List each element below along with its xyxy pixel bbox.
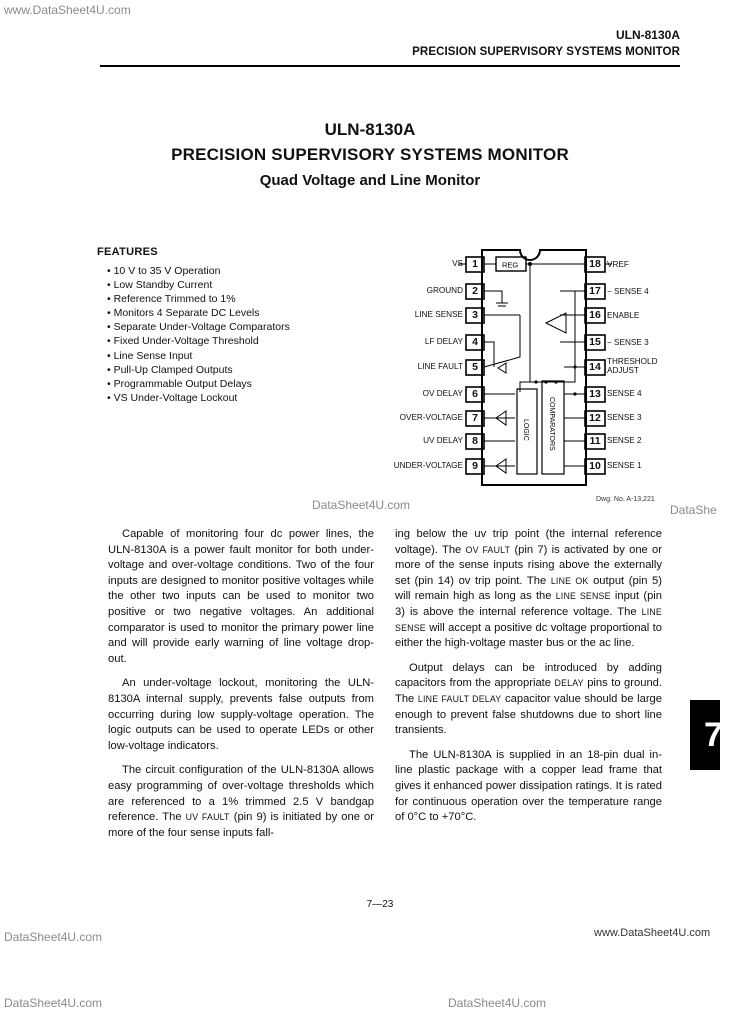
feature-item: • Monitors 4 Separate DC Levels (107, 306, 290, 320)
paragraph: The circuit configuration of the ULN-8130A allows easy programming of over-voltage thresholds which are referenced to a 1% trimmed 2.5 V bandgap reference. The UV FAULT (pin 9) is initiated by one or more of the four sense inputs fall- (108, 764, 374, 839)
paragraph: An under-voltage lockout, monitoring the ULN-8130A internal supply, prevents false outputs from occurring during low supply-voltage operation. The logic outputs can be used to operate LEDs or other low-voltage indicators. (108, 677, 374, 752)
pin-label-left: OVER-VOLTAGE (399, 413, 463, 422)
paragraph: ing below the uv trip point (the internal reference voltage). The OV FAULT (pin 7) is activated by one or more of the sense inputs rising above the externally set (pin 14) ov trip point. The LINE OK output (pin 5) will remain high as long as the LINE SENSE input (pin 3) is above the internal reference voltage. The LINE SENSE will accept a positive dc voltage proportional to either the high-voltage master bus or the ac line. (395, 528, 662, 650)
pin-label-right: − SENSE 3 (607, 338, 649, 347)
watermark-right-mid: DataShe (670, 503, 717, 517)
features-heading: FEATURES (97, 246, 158, 258)
comparators-label: COMPARATORS (548, 397, 555, 451)
feature-item: • VS Under-Voltage Lockout (107, 391, 290, 405)
watermark-footer-center: DataSheet4U.com (448, 996, 547, 1010)
pin-label-left: UV DELAY (423, 436, 463, 445)
header-rule (100, 65, 680, 67)
pin-number: 1 (472, 258, 478, 270)
pin-label-right: SENSE 1 (607, 461, 642, 470)
pin-label-left: OV DELAY (422, 389, 463, 398)
comparator-symbol (546, 313, 566, 333)
pin-number: 11 (589, 435, 601, 447)
pin-number: 3 (472, 309, 478, 321)
watermark-bottom-left: DataSheet4U.com (4, 930, 103, 944)
watermark-middle: DataSheet4U.com (312, 498, 411, 512)
title-part-number: ULN-8130A (324, 120, 416, 139)
watermark-bottom-right: www.DataSheet4U.com (594, 927, 711, 939)
pin-number: 17 (589, 285, 601, 297)
pin-label-left: UNDER-VOLTAGE (393, 461, 463, 470)
pin-label-left: LINE SENSE (414, 310, 463, 319)
pin-number: 6 (472, 388, 478, 400)
title-sub: Quad Voltage and Line Monitor (259, 172, 481, 189)
drawing-number: Dwg. No. A-13,221 (596, 496, 655, 503)
feature-item: • Separate Under-Voltage Comparators (107, 320, 290, 334)
feature-item: • Fixed Under-Voltage Threshold (107, 334, 290, 348)
pin-label-right: THRESHOLD ADJUST (607, 357, 658, 375)
page-number: 7—23 (366, 899, 394, 910)
pin-number: 13 (589, 388, 601, 400)
watermark-footer-left: DataSheet4U.com (4, 996, 103, 1010)
body-left-column (108, 527, 374, 850)
feature-item: • Line Sense Input (107, 349, 290, 363)
pin-number: 7 (472, 412, 478, 424)
pin-label-right: VREF (607, 260, 629, 269)
pin-label-left: LF DELAY (424, 337, 463, 346)
pin-label-left: GROUND (426, 286, 463, 295)
pin-label-left: VS (452, 259, 463, 268)
pin-number: 18 (589, 258, 601, 270)
pin-label-right: ENABLE (607, 311, 640, 320)
ic-package-diagram (360, 247, 680, 507)
reg-label: REG (502, 260, 519, 270)
features-list (107, 264, 290, 405)
body-right-column (395, 527, 662, 835)
pin-number: 10 (589, 460, 601, 472)
pin-label-right: SENSE 3 (607, 413, 642, 422)
watermark-top-left: www.DataSheet4U.com (4, 3, 131, 17)
pin-number: 15 (589, 336, 601, 348)
pin-number: 4 (472, 336, 478, 348)
block-diagram (360, 247, 680, 507)
header-subtitle: PRECISION SUPERVISORY SYSTEMS MONITOR (412, 46, 680, 58)
feature-item: • Pull-Up Clamped Outputs (107, 363, 290, 377)
logic-label: LOGIC (522, 419, 529, 441)
pin-number: 9 (472, 460, 478, 472)
pin-label-right: SENSE 4 (607, 389, 642, 398)
title-main: PRECISION SUPERVISORY SYSTEMS MONITOR (171, 145, 569, 164)
section-tab: 7 (690, 700, 720, 770)
pin-number: 16 (589, 309, 601, 321)
pin-number: 8 (472, 435, 478, 447)
pin-number: 2 (472, 285, 478, 297)
pin-label-right: − SENSE 4 (607, 287, 649, 296)
pin-number: 5 (472, 361, 478, 373)
feature-item: • Low Standby Current (107, 278, 290, 292)
paragraph: The ULN-8130A is supplied in an 18-pin dual in-line plastic package with a copper lead frame that gives it enhanced power dissipation ratings. It is rated for continuous operation over the temperature range of 0°C to +70°C. (395, 748, 662, 824)
feature-item: • 10 V to 35 V Operation (107, 264, 290, 278)
header-part-number: ULN-8130A (615, 28, 680, 42)
pin-label-left: LINE FAULT (417, 362, 463, 371)
pin-number: 12 (589, 412, 601, 424)
paragraph: Capable of monitoring four dc power lines, the ULN-8130A is a power fault monitor for both under-voltage and over-voltage conditions. Two of the four inputs are designed to monitor positive voltages while the other two inputs can be used to monitor two positive or two negative voltages. An additional comparator is used to monitor the primary power line and will provide early warning of line voltage drop-out. (108, 528, 374, 665)
pin-label-right: SENSE 2 (607, 436, 642, 445)
paragraph: Output delays can be introduced by adding capacitors from the appropriate DELAY pins to ground. The LINE FAULT DELAY capacitor value should be large enough to prevent false shutdowns due to short line transients. (395, 661, 663, 737)
feature-item: • Programmable Output Delays (107, 377, 290, 391)
pin-number: 14 (589, 361, 601, 373)
feature-item: • Reference Trimmed to 1% (107, 292, 290, 306)
